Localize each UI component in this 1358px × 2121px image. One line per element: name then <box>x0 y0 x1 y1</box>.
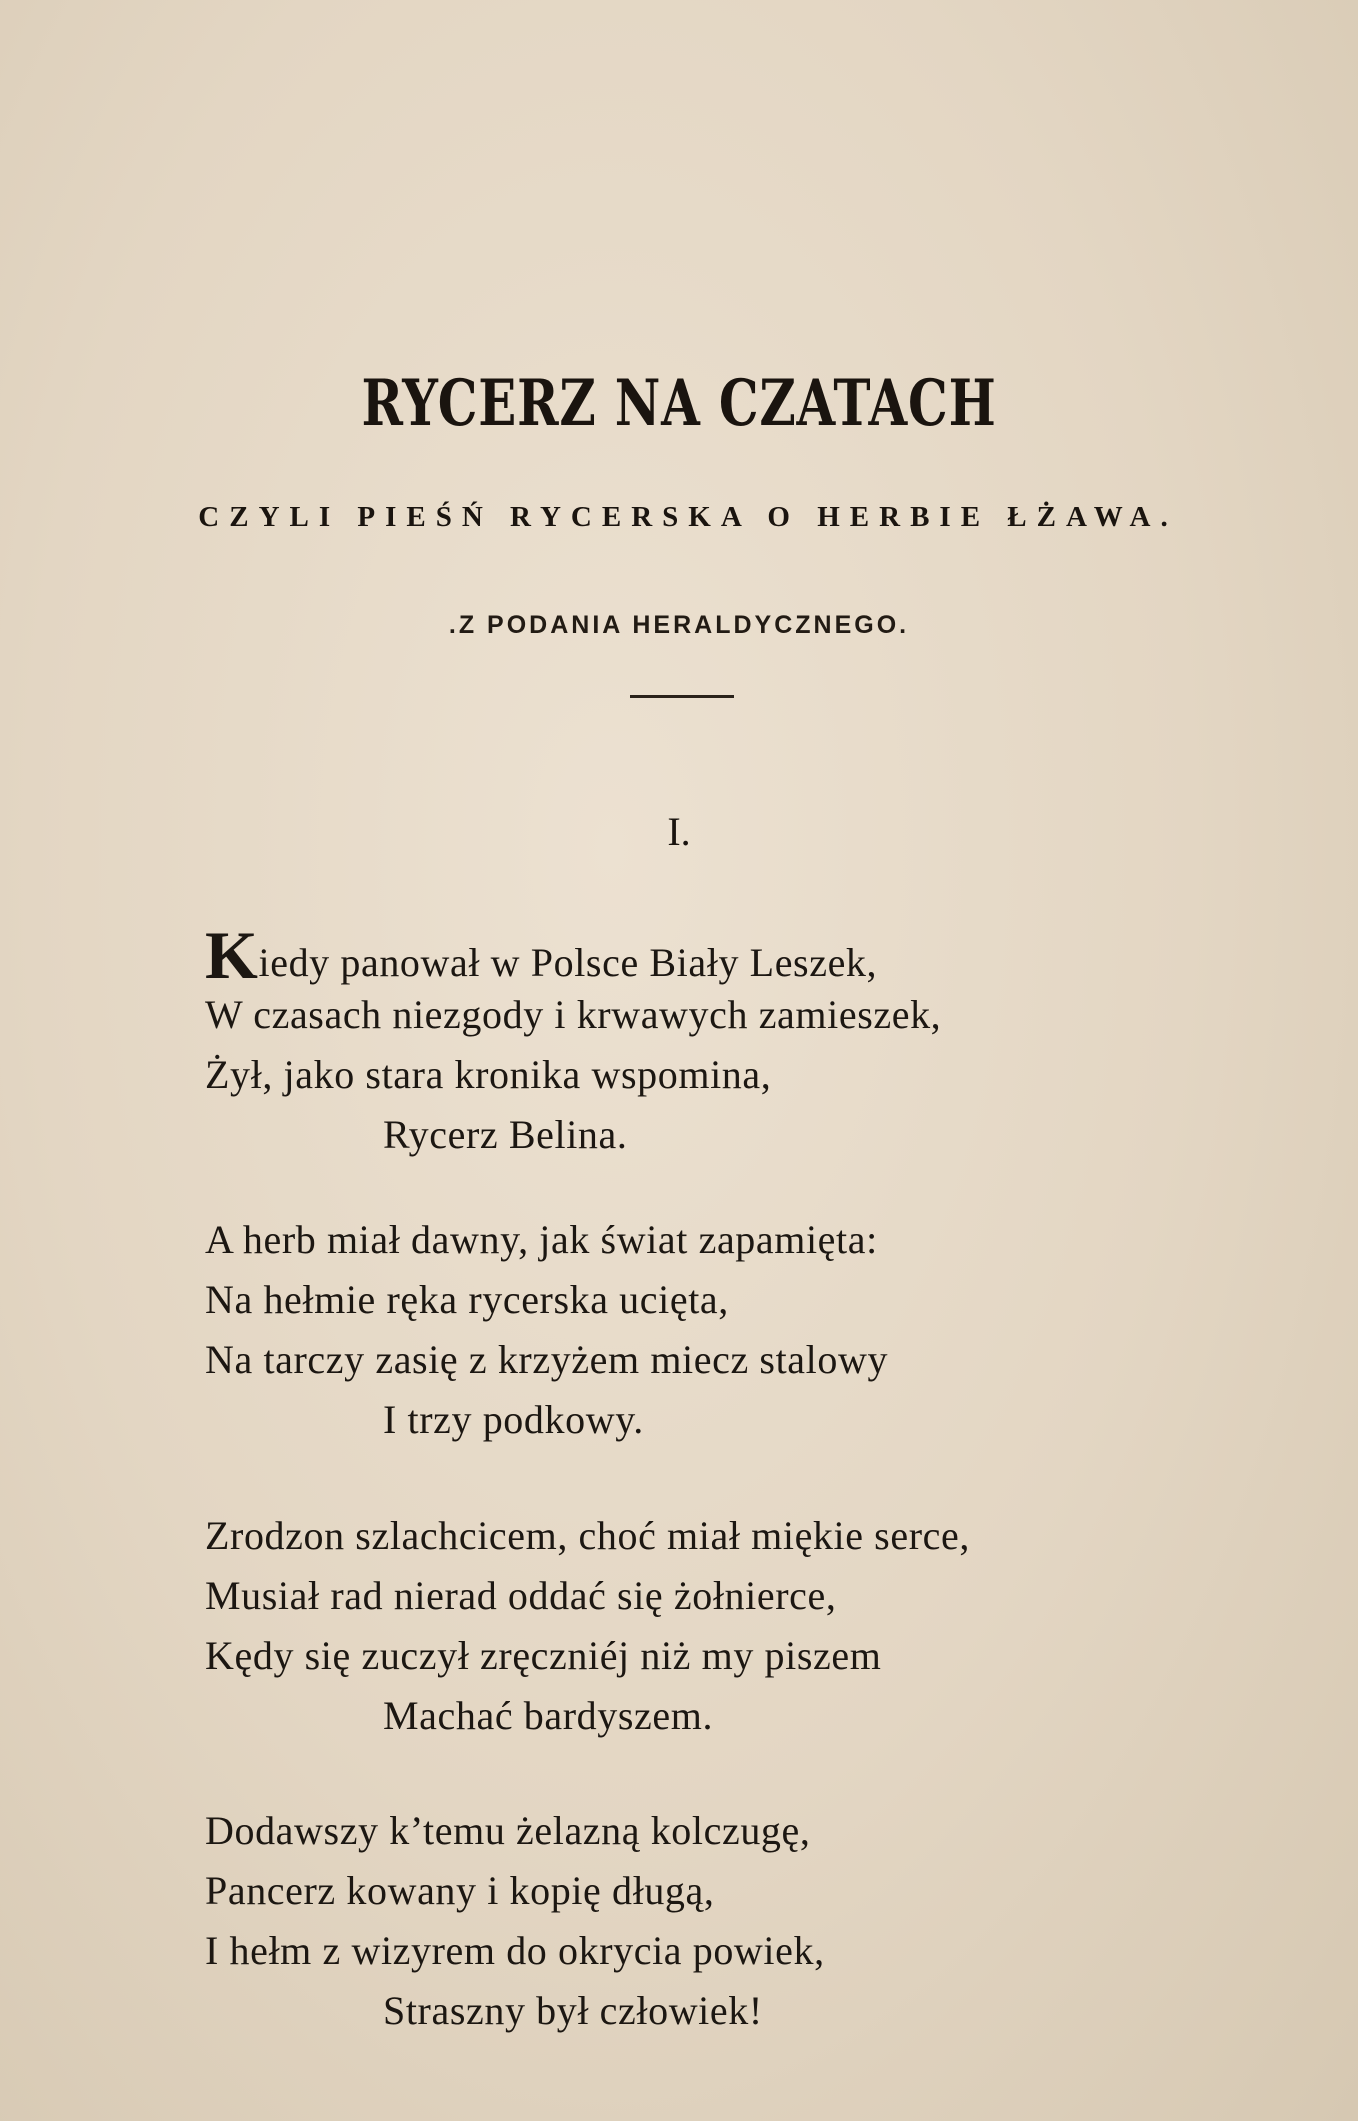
stanza-3 <box>205 1506 1285 1746</box>
verse-line-refrain: Rycerz Belina. <box>383 1112 628 1157</box>
verse-line <box>205 917 1285 993</box>
verse-line-refrain: I trzy podkowy. <box>383 1397 644 1442</box>
verse-line: A herb miał dawny, jak świat zapamięta: <box>205 1217 878 1262</box>
verse-line: Na hełmie ręka rycerska ucięta, <box>205 1277 729 1322</box>
verse-line: Żył, jako stara kronika wspomina, <box>205 1052 772 1097</box>
poem-subtitle: CZYLI PIEŚŃ RYCERSKA O HERBIE ŁŻAWA. <box>198 501 1178 533</box>
verse-line: I hełm z wizyrem do okrycia powiek, <box>205 1928 825 1973</box>
verse-line: Kędy się zuczył zręczniéj niż my piszem <box>205 1633 882 1678</box>
verse-line: Na tarczy zasię z krzyżem miecz stalowy <box>205 1337 889 1382</box>
verse-line-refrain: Machać bardyszem. <box>383 1693 714 1738</box>
section-number: I. <box>667 809 691 854</box>
poem-title: RYCERZ NA CZATACH <box>361 366 997 441</box>
verse-line: Musiał rad nierad oddać się żołnierce, <box>205 1573 837 1618</box>
stanza-4 <box>205 1801 1285 2041</box>
poem-source-note: .Z PODANIA HERALDYCZNEGO. <box>448 611 910 639</box>
stanza-1 <box>205 917 1285 1165</box>
verse-line: W czasach niezgody i krwawych zamieszek, <box>205 992 942 1037</box>
stanza-2 <box>205 1210 1285 1450</box>
divider-rule <box>630 695 734 698</box>
verse-line: Zrodzon szlachcicem, choć miał miękie serce, <box>205 1513 970 1558</box>
drop-cap: K <box>205 917 259 993</box>
verse-line: Pancerz kowany i kopię długą, <box>205 1868 715 1913</box>
verse-line-refrain: Straszny był człowiek! <box>383 1988 763 2033</box>
verse-line-text: iedy panował w Polsce Biały Leszek, <box>258 940 878 985</box>
verse-line: Dodawszy k’temu żelazną kolczugę, <box>205 1808 811 1853</box>
